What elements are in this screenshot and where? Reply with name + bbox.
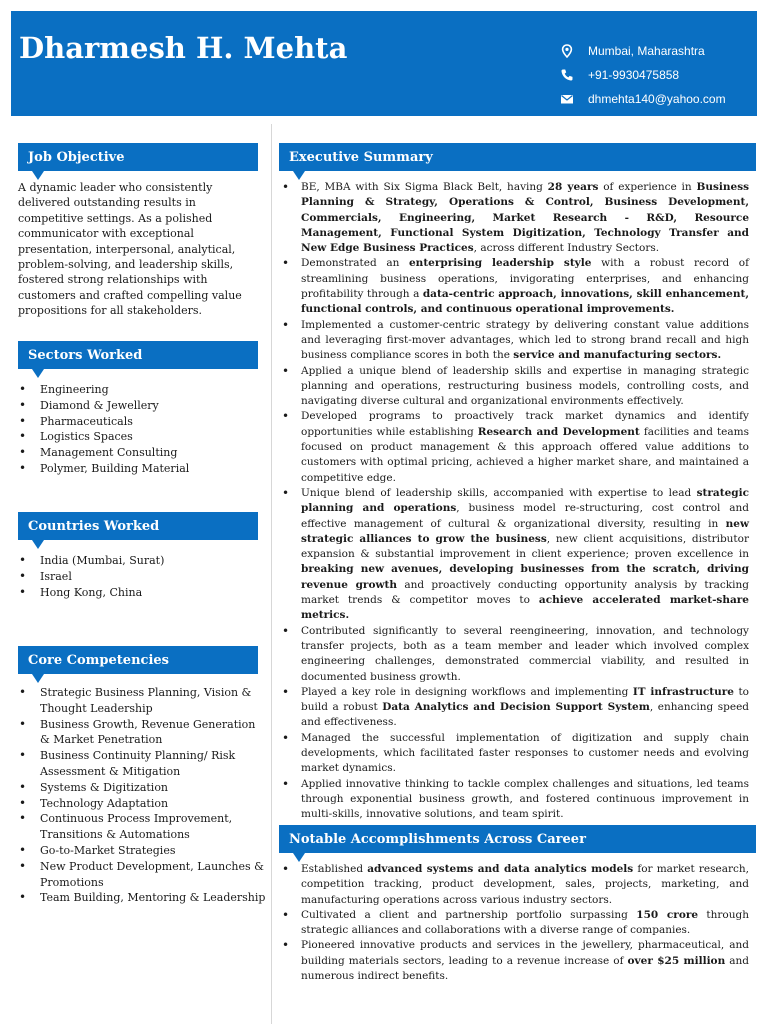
list-item: • Israel [18, 569, 264, 585]
text-run: Applied innovative thinking to tackle complex challenges and situations, led teams through exponential business growth, and fostered continuous improvement in multi-skills, innovative solutions, and team spirit. [301, 777, 749, 821]
list-item [280, 685, 749, 731]
list-item [280, 364, 749, 410]
contact-email [560, 89, 760, 109]
phone-text: +91-9930475858 [588, 68, 680, 82]
text-run: Contributed significantly to several reengineering, innovation, and technology transfer projects, both as a team member and leader which involved complex engineering challenges, demonstrated commercial viability, and resulted in documented business growth. [301, 624, 749, 683]
text-run: Played a key role in designing workflows and implementing [301, 685, 633, 698]
bold-text: breaking new avenues, developing businesses from the scratch, driving revenue growth [301, 563, 749, 591]
heading-pointer [32, 540, 44, 549]
bold-text: achieve accelerated market-share metrics. [301, 594, 749, 622]
contact-location [560, 41, 760, 61]
list-item: • Systems & Digitization [18, 780, 266, 796]
list-item: • Logistics Spaces [18, 429, 264, 445]
sectors-title: Sectors Worked [28, 347, 143, 363]
list-item: • India (Mumbai, Surat) [18, 553, 264, 569]
contact-phone [560, 65, 760, 85]
location-pin-icon [560, 44, 574, 58]
bold-text: strategic planning and operations [301, 486, 749, 515]
job-objective-heading [18, 143, 258, 171]
list-item: • Diamond & Jewellery [18, 398, 264, 414]
bold-text: Business Planning & Strategy, Operations & Control, Business Development, Commercials, Engineering, Market Research - R&D, Resource Management, Functional System Digitization, Technology Transfer and New Edge Business Practices [301, 181, 750, 255]
text-run: Cultivated a client and partnership portfolio surpassing [301, 908, 637, 921]
heading-pointer [32, 369, 44, 378]
email-icon [560, 92, 574, 106]
list-item: • Continuous Process Improvement, Transitions & Automations [18, 811, 266, 843]
bold-text: service and manufacturing sectors. [513, 349, 722, 362]
text-run: Established [301, 863, 368, 875]
text-run: to build a robust [301, 685, 750, 714]
heading-pointer [293, 853, 305, 862]
list-item [280, 938, 749, 984]
list-item: • New Product Development, Launches & Promotions [18, 859, 266, 891]
list-item [280, 862, 749, 908]
list-item [280, 777, 749, 823]
executive-summary-heading [279, 143, 756, 171]
text-run: facilities and teams focused on product management & this approach offered value additions to customers with optimal pricing, achieved a higher market share, and maintained a competitive edge. [301, 425, 750, 484]
text-run: Pioneered innovative products and services in the jewellery, pharmaceutical, and building materials sectors, leading to a revenue increase of [301, 939, 749, 967]
text-run: Unique blend of leadership skills, accompanied with expertise to lead [301, 486, 697, 499]
bold-text: enterprising leadership style [409, 257, 592, 270]
candidate-name: Dharmesh H. Mehta [19, 31, 348, 65]
text-run: , enhancing speed and effectiveness. [301, 701, 749, 729]
text-run: and numerous indirect benefits. [301, 954, 749, 983]
list-item: • Go-to-Market Strategies [18, 843, 266, 859]
countries-title: Countries Worked [28, 518, 160, 534]
bold-text: data-centric approach, innovations, skill enhancement, functional controls, and continuous operational improvements. [301, 288, 749, 316]
competencies-list [18, 685, 266, 906]
list-item [280, 731, 749, 777]
list-item [280, 318, 749, 364]
heading-pointer [32, 674, 44, 683]
executive-summary-title: Executive Summary [289, 149, 433, 165]
text-run: Developed programs to proactively track market dynamics and identify opportunities while establishing [301, 410, 749, 438]
list-item [280, 180, 749, 256]
bold-text: 150 crore [636, 908, 699, 921]
bold-text: IT infrastructure [632, 685, 734, 698]
text-run: Managed the successful implementation of digitization and supply chain developments, which facilitated faster responses to customer needs and evolving market dynamics. [301, 731, 749, 775]
sectors-list [18, 382, 264, 477]
location-text: Mumbai, Maharashtra [588, 44, 705, 58]
bold-text: Data Analytics and Decision Support System [382, 701, 650, 714]
bold-text: new strategic alliances to grow the business [301, 517, 749, 545]
accomplishments-heading [279, 825, 756, 853]
bold-text: 28 years [547, 181, 599, 193]
resume-header [11, 11, 757, 116]
competencies-title: Core Competencies [28, 652, 169, 668]
text-run: , new client acquisitions, distributor expansion & substantial improvement in client experience; proven excellence in [301, 532, 749, 561]
list-item: • Pharmaceuticals [18, 414, 264, 430]
list-item: • Technology Adaptation [18, 796, 266, 812]
heading-pointer [293, 171, 305, 180]
text-run: for market research, competition tracking, product development, sales, projects, marketing, and manufacturing operations across various industry sectors. [301, 863, 749, 906]
sectors-heading [18, 341, 258, 369]
column-divider [271, 124, 272, 1024]
list-item: • Hong Kong, China [18, 585, 264, 601]
text-run: BE, MBA with Six Sigma Black Belt, having [301, 181, 548, 193]
list-item: • Polymer, Building Material [18, 461, 264, 477]
list-item: • Engineering [18, 382, 264, 398]
text-run: and proactively conducting opportunity analysis by tracking market trends & competitor moves to [301, 578, 749, 607]
list-item: • Team Building, Mentoring & Leadership [18, 890, 266, 906]
bold-text: over $25 million [627, 954, 726, 967]
text-run: through strategic alliances and collaborations with a diverse range of companies. [301, 908, 749, 937]
list-item [280, 624, 749, 685]
countries-heading [18, 512, 258, 540]
accomplishments-list [280, 862, 749, 984]
list-item [280, 908, 749, 939]
text-run: Implemented a customer-centric strategy by delivering constant value additions and leveraging first-mover advantages, which led to strong brand recall and high business compliance scores in both the [301, 318, 749, 362]
phone-icon [560, 68, 574, 82]
accomplishments-title: Notable Accomplishments Across Career [289, 831, 586, 847]
competencies-heading [18, 646, 258, 674]
bold-text: Research and Development [477, 425, 640, 438]
text-run: with a robust record of streamlining business operations, invigorating enterprises, and enhancing profitability through a [301, 257, 749, 301]
list-item [280, 256, 749, 317]
list-item [280, 486, 749, 624]
text-run: Applied a unique blend of leadership skills and expertise in managing strategic planning and operations, restructuring business models, controlling costs, and navigating diverse cultural and organizational environments effectively. [301, 364, 749, 408]
bold-text: advanced systems and data analytics models [367, 863, 634, 875]
job-objective-title: Job Objective [28, 149, 125, 165]
heading-pointer [32, 171, 44, 180]
list-item: • Business Growth, Revenue Generation & Market Penetration [18, 717, 266, 749]
email-link[interactable]: dhmehta140@yahoo.com [588, 92, 726, 106]
list-item: • Business Continuity Planning/ Risk Assessment & Mitigation [18, 748, 266, 780]
text-run: Demonstrated an [301, 257, 409, 270]
text-run: , business model re-structuring, cost control and effective management of cultural & organizational diversity, resulting in [301, 502, 749, 530]
countries-list [18, 553, 264, 600]
list-item: • Strategic Business Planning, Vision & Thought Leadership [18, 685, 266, 717]
text-run: of experience in [598, 181, 697, 193]
text-run: , across different Industry Sectors. [473, 242, 660, 255]
list-item [280, 409, 749, 485]
executive-summary-list [280, 180, 749, 822]
list-item: • Management Consulting [18, 445, 264, 461]
job-objective-text: A dynamic leader who consistently delivered outstanding results in competitive settings. As a polished communicator with exceptional presentation, interpersonal, analytical, problem-solving, and leadership skills, fostered strong relationships with customers and crafted compelling value propositions for all stakeholders. [18, 181, 242, 318]
